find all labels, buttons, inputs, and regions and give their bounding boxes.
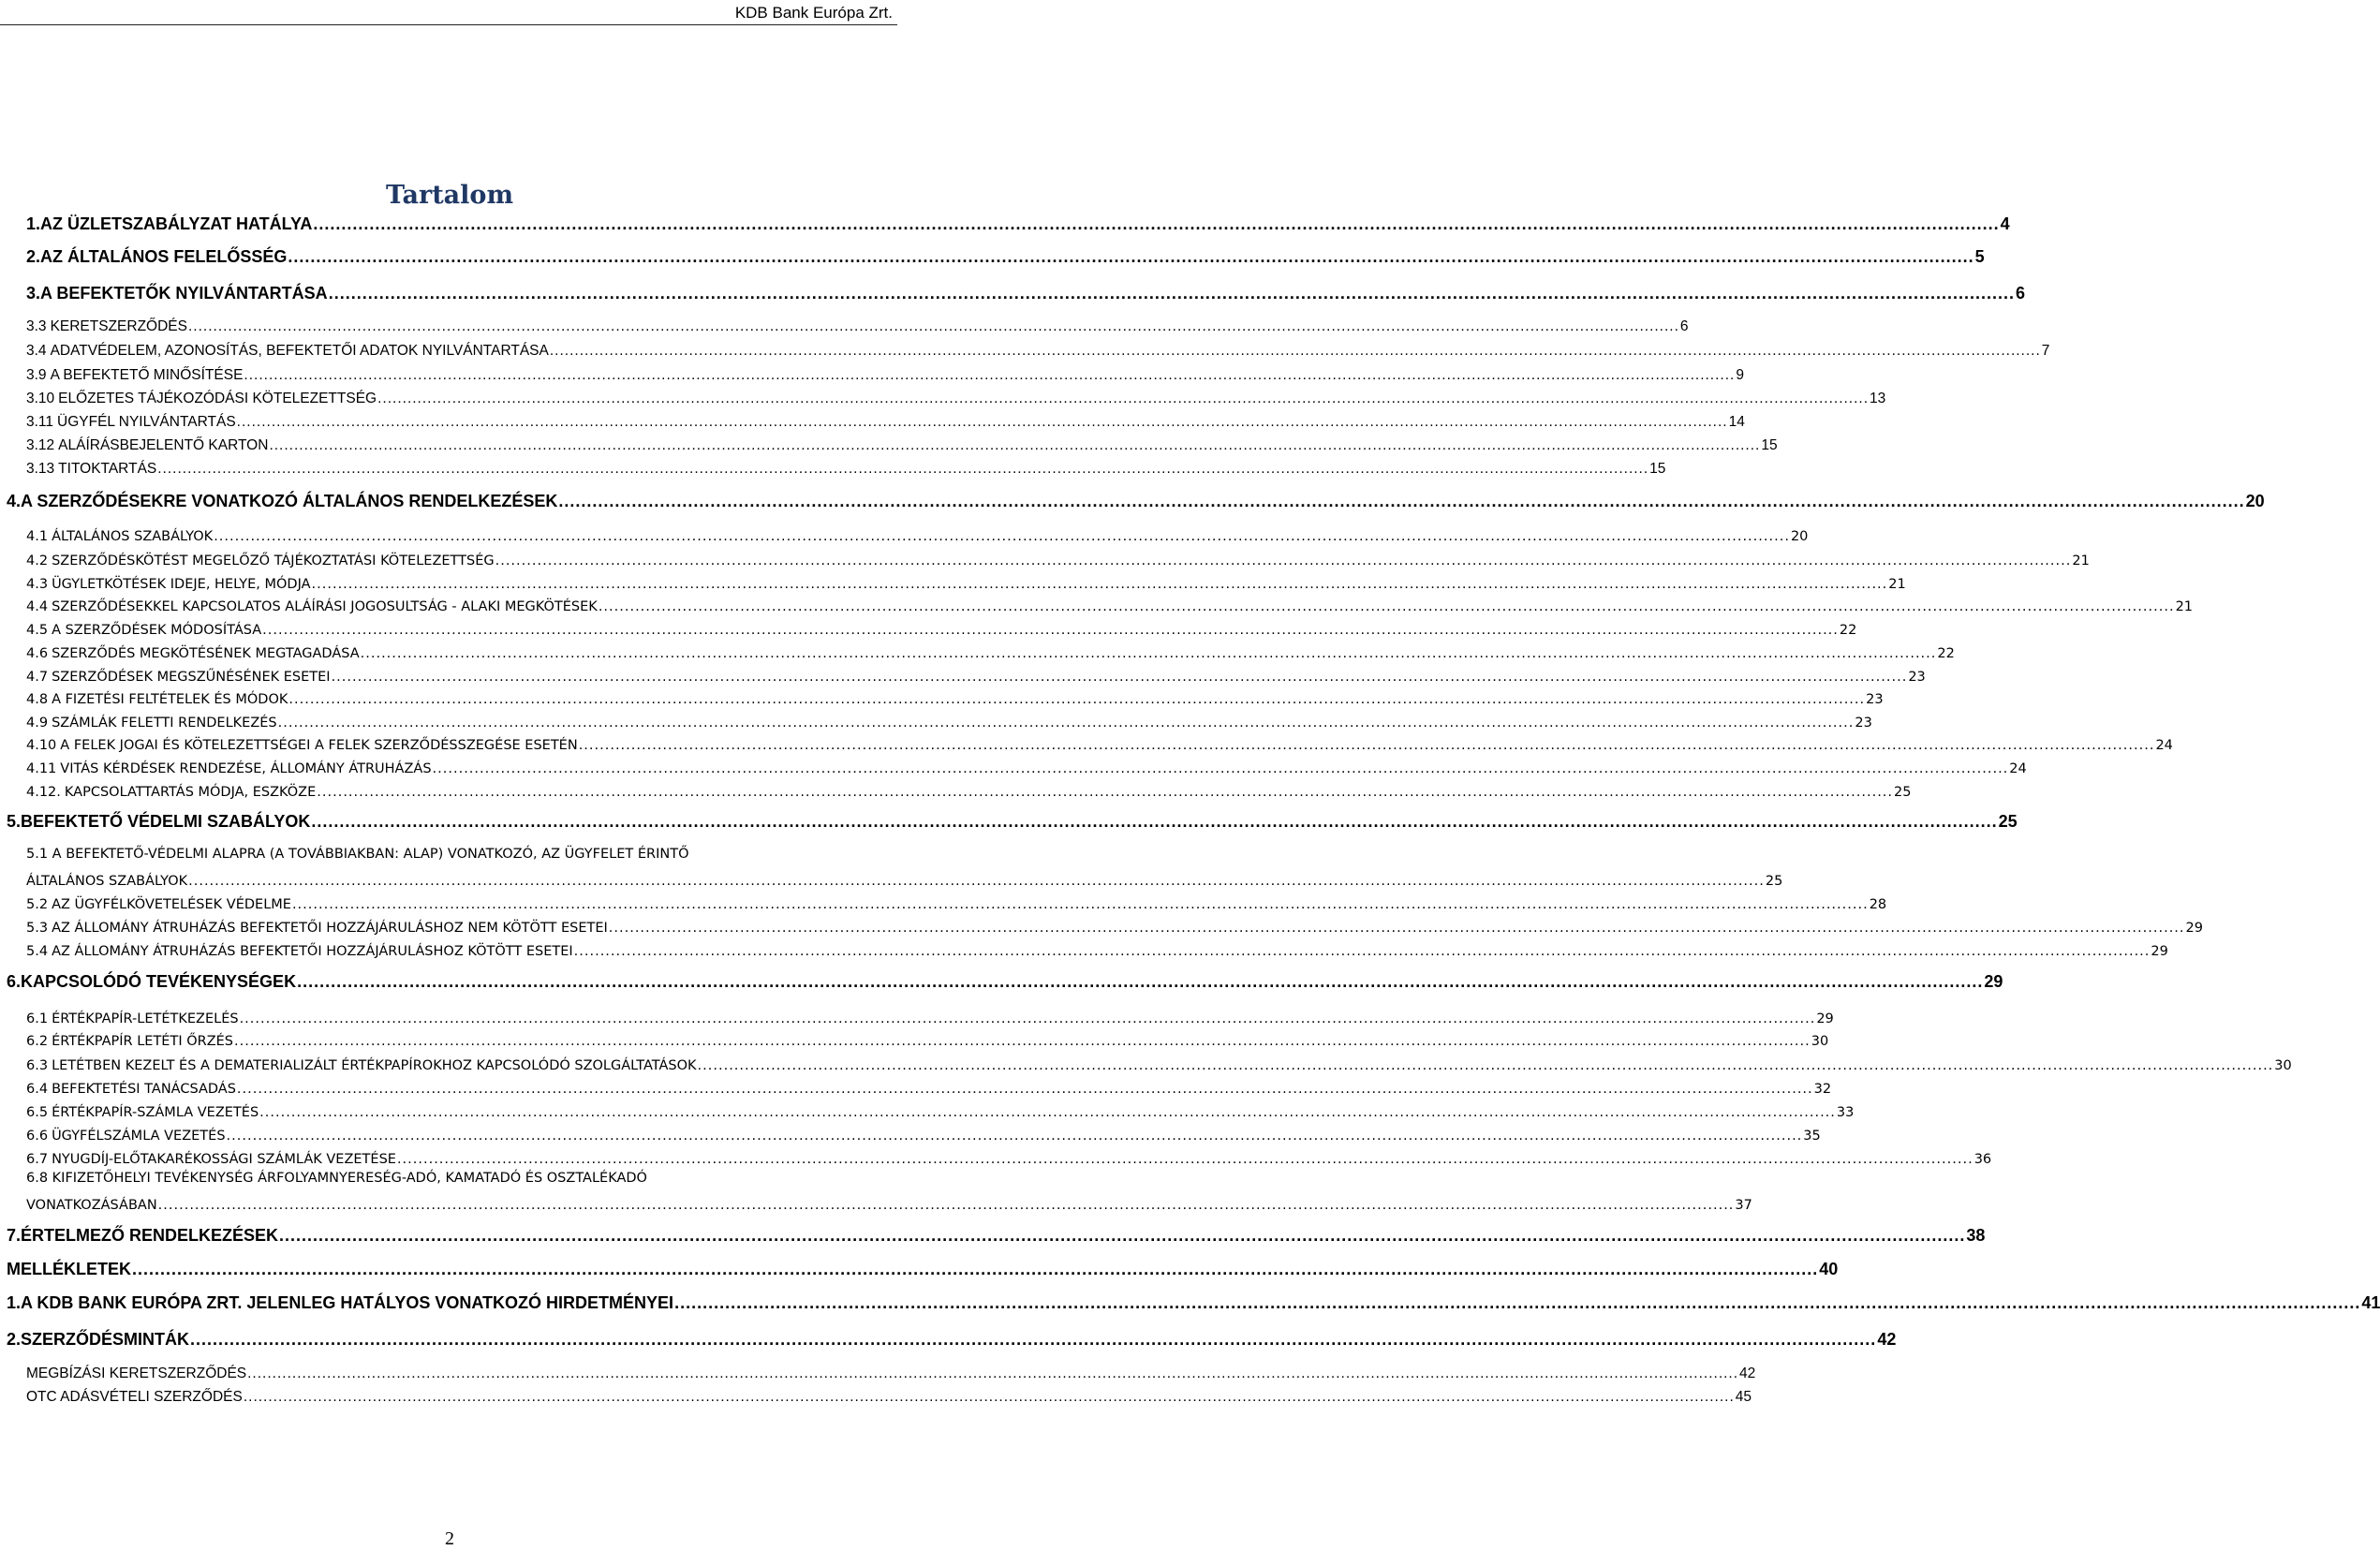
toc-entry-a-befekteto-minositese[interactable] [26,364,1744,385]
toc-leader-dots: ............................................................................................................................................................................................................................................................................................................ [291,897,1869,912]
toc-entry-number: 4.2 [26,554,49,568]
toc-entry-title: A SZERZŐDÉSEK MÓDOSÍTÁSA [52,623,262,638]
toc-entry-first-line [26,847,689,862]
toc-entry-number: 4.3 [26,577,49,592]
toc-entry-letetben-kezelt-es-a-dematerializalt-ert[interactable] [26,1055,2292,1074]
toc-entry-title: AZ ÜGYFÉLKÖVETELÉSEK VÉDELME [52,897,291,912]
toc-entry-a-szerzodesekre-vonatkozo-altalanos-rend[interactable] [7,489,2265,511]
toc-entry-title: A SZERZŐDÉSEKRE VONATKOZÓ ÁLTALÁNOS RENDELKEZÉSEK [21,492,558,510]
toc-entry-title: KIFIZETŐHELYI TEVÉKENYSÉG ÁRFOLYAMNYERESÉG-ADÓ, KAMATADÓ ÉS OSZTALÉKADÓ [52,1170,647,1186]
toc-entry-title: AZ ÁLTALÁNOS FELELŐSSÉG [40,247,288,266]
toc-entry-title: ÁLTALÁNOS SZABÁLYOK [52,529,214,544]
toc-leader-dots: ............................................................................................................................................................................................................................................................................................................ [239,1011,1816,1026]
toc-entry-number: 2. [7,1330,22,1349]
toc-entry-number: 6.3 [26,1058,49,1073]
toc-leader-dots: ............................................................................................................................................................................................................................................................................................................ [313,214,2000,233]
toc-leader-dots: ............................................................................................................................................................................................................................................................................................................ [226,1129,1803,1144]
toc-entry-page-number: 32 [1813,1082,1832,1097]
toc-leader-dots: ............................................................................................................................................................................................................................................................................................................ [187,318,1679,334]
toc-entry-szamlak-feletti-rendelkezes[interactable] [26,712,1872,731]
toc-entry-title: AZ ÁLLOMÁNY ÁTRUHÁZÁS BEFEKTETŐI HOZZÁJÁRULÁSHOZ NEM KÖTÖTT ESETEI [52,921,608,936]
toc-leader-dots: ............................................................................................................................................................................................................................................................................................................ [190,1330,1877,1349]
toc-entry-number: 3.13 [26,461,55,477]
toc-entry-number: 6.8 [26,1170,49,1186]
toc-leader-dots: ............................................................................................................................................................................................................................................................................................................ [288,692,1866,707]
toc-leader-dots: ............................................................................................................................................................................................................................................................................................................ [558,492,2245,510]
toc-entry-number: 4. [7,492,22,510]
toc-leader-dots: ............................................................................................................................................................................................................................................................................................................ [317,785,1894,800]
toc-entry-number: 5.1 [26,846,49,862]
toc-entry-number: 3.3 [26,318,47,334]
toc-entry-title: SZERZŐDÉSMINTÁK [21,1330,190,1349]
toc-entry-number: 4.6 [26,646,49,661]
toc-entry-number: 4.1 [26,529,49,544]
toc-entry-otc-adasveteli-szerzodes[interactable] [26,1386,1752,1407]
toc-entry-number: 4.5 [26,623,49,638]
toc-entry-szerzodes-megkotesenek-megtagadasa[interactable] [26,642,1955,662]
toc-entry-number: 2. [26,247,41,266]
toc-leader-dots: ............................................................................................................................................................................................................................................................................................................ [288,247,1974,266]
toc-entry-number: 6.5 [26,1105,49,1120]
toc-entry-title: A FIZETÉSI FELTÉTELEK ÉS MÓDOK [52,692,288,707]
toc-entry-page-number: 25 [1998,812,2018,831]
toc-leader-dots: ............................................................................................................................................................................................................................................................................................................ [259,1105,1836,1120]
toc-title: Tartalom [385,181,514,210]
toc-entry-page-number: 45 [1735,1389,1752,1405]
toc-entry-title: OTC ADÁSVÉTELI SZERZŐDÉS [26,1389,243,1405]
toc-entry-page-number: 23 [1908,670,1926,685]
toc-entry-az-ugyfelkovetelesek-vedelme[interactable] [26,893,1887,913]
toc-entry-title: VITÁS KÉRDÉSEK RENDEZÉSE, ÁLLOMÁNY ÁTRUHÁZÁS [60,761,432,776]
toc-entry-az-allomany-atruhazas-befektetoi-hozzaja[interactable] [26,917,2203,937]
toc-entry-page-number: 21 [1888,577,1906,592]
toc-entry-page-number: 29 [1816,1011,1834,1026]
toc-leader-dots: ............................................................................................................................................................................................................................................................................................................ [234,1034,1811,1049]
toc-entry-altalanos-szabalyok[interactable] [26,525,1809,545]
toc-leader-dots: ............................................................................................................................................................................................................................................................................................................ [360,646,1937,661]
toc-entry-a-befektetok-nyilvantartasa[interactable] [26,281,2025,303]
toc-entry-title: ELŐZETES TÁJÉKOZÓDÁSI KÖTELEZETTSÉG [58,391,377,406]
toc-leader-dots: ............................................................................................................................................................................................................................................................................................................ [311,812,1998,831]
toc-entry-szerzodesekkel-kapcsolatos-alairasi-jogo[interactable] [26,596,2194,615]
toc-entry-title: A BEFEKTETŐK NYILVÁNTARTÁSA [40,284,328,303]
toc-entry-number: 6.4 [26,1082,49,1097]
toc-entry-page-number: 23 [1866,692,1884,707]
toc-entry-page-number: 42 [1739,1365,1756,1381]
toc-entry-page-number: 15 [1649,461,1666,477]
toc-entry-title: KAPCSOLÓDÓ TEVÉKENYSÉGEK [21,972,297,991]
toc-entry-number: 6. [7,972,22,991]
toc-entry-page-number: 4 [2000,214,2010,233]
toc-entry-page-number: 13 [1870,391,1886,406]
toc-entry-page-number: 30 [2274,1058,2292,1073]
toc-leader-dots: ............................................................................................................................................................................................................................................................................................................ [578,738,2155,753]
toc-entry-title: A FELEK JOGAI ÉS KÖTELEZETTSÉGEI A FELEK SZERZŐDÉSSZEGÉSE ESETÉN [60,738,578,753]
toc-leader-dots: ............................................................................................................................................................................................................................................................................................................ [573,944,2151,959]
toc-entry-title: ÜGYFÉL NYILVÁNTARTÁS [57,414,236,430]
toc-leader-dots: ............................................................................................................................................................................................................................................................................................................ [269,437,1761,453]
toc-entry-ugyletkotesek-ideje-helye-modja[interactable] [26,573,1906,593]
page-number: 2 [445,1528,454,1549]
toc-entry-number: 4.4 [26,599,49,614]
toc-entry-page-number: 37 [1735,1198,1752,1213]
toc-leader-dots: ............................................................................................................................................................................................................................................................................................................ [277,716,1855,731]
toc-entry-page-number: 38 [1966,1226,1986,1245]
toc-entry-title: ADATVÉDELEM, AZONOSÍTÁS, BEFEKTETŐI ADATOK NYILVÁNTARTÁSA [50,343,549,359]
toc-entry-number: 6.2 [26,1034,49,1049]
toc-entry-title: A KDB BANK EURÓPA ZRT. JELENLEG HATÁLYOS VONATKOZÓ HIRDETMÉNYEI [21,1293,674,1312]
toc-entry-page-number: 29 [2151,944,2168,959]
toc-entry-page-number: 9 [1736,367,1744,383]
toc-entry-ertekpapir-szamla-vezetes[interactable] [26,1101,1855,1121]
toc-entry-title: KERETSZERZŐDÉS [50,318,187,334]
toc-leader-dots: ............................................................................................................................................................................................................................................................................................................ [377,391,1870,406]
toc-entry-a-szerzodesek-modositasa[interactable] [26,619,1857,639]
toc-entry-keretszerzodes[interactable] [26,316,1689,336]
toc-entry-page-number: 42 [1877,1330,1897,1349]
toc-entry-title: ÉRTÉKPAPÍR LETÉTI ŐRZÉS [52,1034,233,1049]
header-company: KDB Bank Európa Zrt. [734,4,893,22]
toc-entry-number: 4.8 [26,692,49,707]
toc-entry-page-number: 33 [1836,1105,1855,1120]
toc-entry-number: 6.7 [26,1152,49,1167]
toc-leader-dots: ............................................................................................................................................................................................................................................................................................................ [157,461,1649,477]
toc-entry-title: MEGBÍZÁSI KERETSZERZŐDÉS [26,1365,247,1381]
toc-entry-title: MELLÉKLETEK [7,1260,131,1278]
toc-entry-az-altalanos-felelosseg[interactable] [26,244,1985,267]
toc-entry-page-number: 14 [1728,414,1745,430]
toc-entry-number: 5.4 [26,944,49,959]
toc-entry-alairasbejelento-karton[interactable] [26,435,1778,455]
toc-entry-title: A BEFEKTETŐ-VÉDELMI ALAPRA (A TOVÁBBIAKBAN: ALAP) VONATKOZÓ, AZ ÜGYFELET ÉRINTŐ [52,846,689,862]
toc-entry-a-befekteto-vedelmi-alapra-a-tovabbiakba[interactable] [26,870,1783,890]
toc-entry-page-number: 7 [2041,343,2050,359]
toc-leader-dots: ............................................................................................................................................................................................................................................................................................................ [262,623,1839,638]
toc-entry-nyugdij-elotakarekossagi-szamlak-vezetes[interactable] [26,1148,1992,1168]
toc-leader-dots: ............................................................................................................................................................................................................................................................................................................ [244,367,1736,383]
toc-entry-title: SZERZŐDÉS MEGKÖTÉSÉNEK MEGTAGADÁSA [52,646,360,661]
toc-leader-dots: ............................................................................................................................................................................................................................................................................................................ [396,1152,1973,1167]
toc-entry-szerzodesmintak[interactable] [7,1327,1897,1350]
toc-leader-dots: ............................................................................................................................................................................................................................................................................................................ [236,1082,1813,1097]
toc-entry-title: ÉRTÉKPAPÍR-LETÉTKEZELÉS [52,1011,239,1026]
toc-entry-page-number: 25 [1894,785,1912,800]
toc-entry-number: 4.10 [26,738,57,753]
toc-leader-dots: ............................................................................................................................................................................................................................................................................................................ [157,1198,1735,1213]
toc-entry-page-number: 35 [1803,1129,1821,1144]
toc-entry-titoktartas[interactable] [26,458,1666,479]
toc-entry-number: 3. [26,284,41,303]
toc-entry-az-uzletszabalyzat-hatalya[interactable] [26,212,2010,234]
toc-leader-dots: ............................................................................................................................................................................................................................................................................................................ [697,1058,2274,1073]
toc-entry-page-number: 6 [2015,284,2025,303]
toc-entry-szerzodesek-megszunesenek-esetei[interactable] [26,666,1926,686]
toc-entry-number: 4.12. [26,785,61,800]
toc-entry-title-continued: VONATKOZÁSÁBAN [26,1198,157,1213]
toc-entry-title: NYUGDÍJ-ELŐTAKARÉKOSSÁGI SZÁMLÁK VEZETÉSE [52,1152,396,1167]
toc-entry-title: ÉRTELMEZŐ RENDELKEZÉSEK [21,1226,279,1245]
toc-entry-number: 1. [26,214,41,233]
toc-entry-title: SZERZŐDÉSEKKEL KAPCSOLATOS ALÁÍRÁSI JOGOSULTSÁG - ALAKI MEGKÖTÉSEK [52,599,598,614]
toc-entry-page-number: 23 [1855,716,1872,731]
toc-entry-number: 3.9 [26,367,47,383]
toc-entry-page-number: 40 [1819,1260,1839,1278]
toc-entry-page-number: 24 [2155,738,2173,753]
toc-entry-ertekpapir-leteti-orzes[interactable] [26,1030,1829,1050]
toc-entry-page-number: 30 [1811,1034,1829,1049]
toc-entry-page-number: 24 [2009,761,2027,776]
toc-leader-dots: ............................................................................................................................................................................................................................................................................................................ [495,554,2072,568]
toc-leader-dots: ............................................................................................................................................................................................................................................................................................................ [214,529,1790,544]
toc-entry-page-number: 21 [2175,599,2194,614]
toc-entry-az-allomany-atruhazas-befektetoi-hozzaja[interactable] [26,940,2168,960]
toc-entry-title: AZ ÁLLOMÁNY ÁTRUHÁZÁS BEFEKTETŐI HOZZÁJÁRULÁSHOZ KÖTÖTT ESETEI [52,944,573,959]
toc-entry-page-number: 21 [2072,554,2090,568]
toc-entry-title: BEFEKTETÉSI TANÁCSADÁS [52,1082,236,1097]
toc-entry-page-number: 25 [1765,874,1783,889]
toc-leader-dots: ............................................................................................................................................................................................................................................................................................................ [608,921,2185,936]
toc-entry-a-felek-jogai-es-kotelezettsegei-a-felek[interactable] [26,734,2173,754]
toc-entry-number: 5.3 [26,921,49,936]
toc-entry-page-number: 29 [1984,972,2003,991]
toc-entry-title: TITOKTARTÁS [58,461,157,477]
toc-entry-title: ÉRTÉKPAPÍR-SZÁMLA VEZETÉS [52,1105,259,1120]
toc-entry-title: SZERZŐDÉSEK MEGSZŰNÉSÉNEK ESETEI [52,670,331,685]
toc-entry-page-number: 36 [1973,1152,1992,1167]
toc-entry-title: LETÉTBEN KEZELT ÉS A DEMATERIALIZÁLT ÉRTÉKPAPÍROKHOZ KAPCSOLÓDÓ SZOLGÁLTATÁSOK [52,1058,697,1073]
toc-entry-befekteto-vedelmi-szabalyok[interactable] [7,809,2018,832]
toc-leader-dots: ............................................................................................................................................................................................................................................................................................................ [432,761,2009,776]
toc-entry-title: KAPCSOLATTARTÁS MÓDJA, ESZKÖZE [64,785,317,800]
toc-entry-page-number: 20 [1790,529,1809,544]
toc-entry-kifizetohelyi-tevekenyseg-arfolyamnyeres[interactable] [26,1194,1752,1214]
toc-leader-dots: ............................................................................................................................................................................................................................................................................................................ [236,414,1728,430]
toc-entry-megbizasi-keretszerzodes[interactable] [26,1363,1756,1383]
toc-entry-a-kdb-bank-europa-zrt-jelenleg-hatalyos-[interactable] [7,1291,2380,1313]
toc-entry-adatvedelem-azonositas-befektetoi-adatok[interactable] [26,340,2050,361]
toc-entry-number: 4.11 [26,761,57,776]
toc-entry-title: ALÁÍRÁSBEJELENTŐ KARTON [58,437,269,453]
toc-entry-number: 5.2 [26,897,49,912]
toc-entry-page-number: 15 [1761,437,1778,453]
toc-leader-dots: ............................................................................................................................................................................................................................................................................................................ [331,670,1908,685]
toc-entry-number: 1. [7,1293,22,1312]
toc-entry-number: 3.11 [26,414,54,430]
toc-entry-title: BEFEKTETŐ VÉDELMI SZABÁLYOK [21,812,311,831]
toc-leader-dots: ............................................................................................................................................................................................................................................................................................................ [549,343,2041,359]
toc-entry-kapcsolattartas-modja-eszkoze[interactable] [26,781,1912,801]
toc-leader-dots: ............................................................................................................................................................................................................................................................................................................ [188,874,1765,889]
toc-entry-number: 6.1 [26,1011,49,1026]
toc-leader-dots: ............................................................................................................................................................................................................................................................................................................ [132,1260,1819,1278]
toc-entry-number: 4.7 [26,670,49,685]
toc-entry-number: 5. [7,812,22,831]
toc-entry-title: SZÁMLÁK FELETTI RENDELKEZÉS [52,716,277,731]
toc-entry-page-number: 22 [1937,646,1955,661]
toc-entry-title-continued: ÁLTALÁNOS SZABÁLYOK [26,874,188,889]
toc-leader-dots: ............................................................................................................................................................................................................................................................................................................ [297,972,1984,991]
toc-entry-page-number: 29 [2185,921,2203,936]
toc-entry-kapcsolodo-tevekenysegek[interactable] [7,969,2003,992]
toc-entry-page-number: 6 [1679,318,1689,334]
toc-entry-page-number: 28 [1869,897,1887,912]
toc-entry-szerzodeskotest-megelozo-tajekoztatasi-k[interactable] [26,550,2090,569]
toc-entry-title: ÜGYLETKÖTÉSEK IDEJE, HELYE, MÓDJA [52,577,311,592]
toc-entry-title: SZERZŐDÉSKÖTÉST MEGELŐZŐ TÁJÉKOZTATÁSI KÖTELEZETTSÉG [52,554,495,568]
toc-entry-page-number: 22 [1839,623,1857,638]
toc-leader-dots: ............................................................................................................................................................................................................................................................................................................ [279,1226,1966,1245]
toc-leader-dots: ............................................................................................................................................................................................................................................................................................................ [674,1293,2361,1312]
toc-entry-number: 3.12 [26,437,55,453]
toc-leader-dots: ............................................................................................................................................................................................................................................................................................................ [598,599,2175,614]
toc-entry-first-line [26,1171,647,1186]
toc-leader-dots: ............................................................................................................................................................................................................................................................................................................ [243,1389,1735,1405]
toc-entry-ugyfelszamla-vezetes[interactable] [26,1125,1821,1144]
toc-entry-mellekletek[interactable] [7,1257,1839,1279]
toc-leader-dots: ............................................................................................................................................................................................................................................................................................................ [311,577,1888,592]
toc-entry-befektetesi-tanacsadas[interactable] [26,1078,1832,1098]
toc-entry-ugyfel-nyilvantartas[interactable] [26,411,1745,432]
toc-entry-page-number: 5 [1974,247,1985,266]
toc-entry-number: 7. [7,1226,22,1245]
toc-leader-dots: ............................................................................................................................................................................................................................................................................................................ [247,1365,1739,1381]
toc-entry-number: 3.4 [26,343,47,359]
toc-entry-title: A BEFEKTETŐ MINŐSÍTÉSE [50,367,244,383]
toc-entry-page-number: 41 [2361,1293,2380,1312]
toc-entry-number: 3.10 [26,391,55,406]
toc-leader-dots: ............................................................................................................................................................................................................................................................................................................ [328,284,2015,303]
toc-entry-number: 6.6 [26,1129,49,1144]
toc-entry-a-fizetesi-feltetelek-es-modok[interactable] [26,688,1884,708]
toc-entry-number: 4.9 [26,716,49,731]
toc-entry-page-number: 20 [2245,492,2265,510]
toc-entry-title: ÜGYFÉLSZÁMLA VEZETÉS [52,1129,226,1144]
toc-entry-ertekpapir-letetkezeles[interactable] [26,1008,1834,1027]
toc-entry-ertelmezo-rendelkezesek[interactable] [7,1223,1986,1246]
toc-entry-vitas-kerdesek-rendezese-allomany-atruha[interactable] [26,758,2027,777]
toc-entry-title: AZ ÜZLETSZABÁLYZAT HATÁLYA [40,214,313,233]
toc-entry-elozetes-tajekozodasi-kotelezettseg[interactable] [26,388,1886,408]
